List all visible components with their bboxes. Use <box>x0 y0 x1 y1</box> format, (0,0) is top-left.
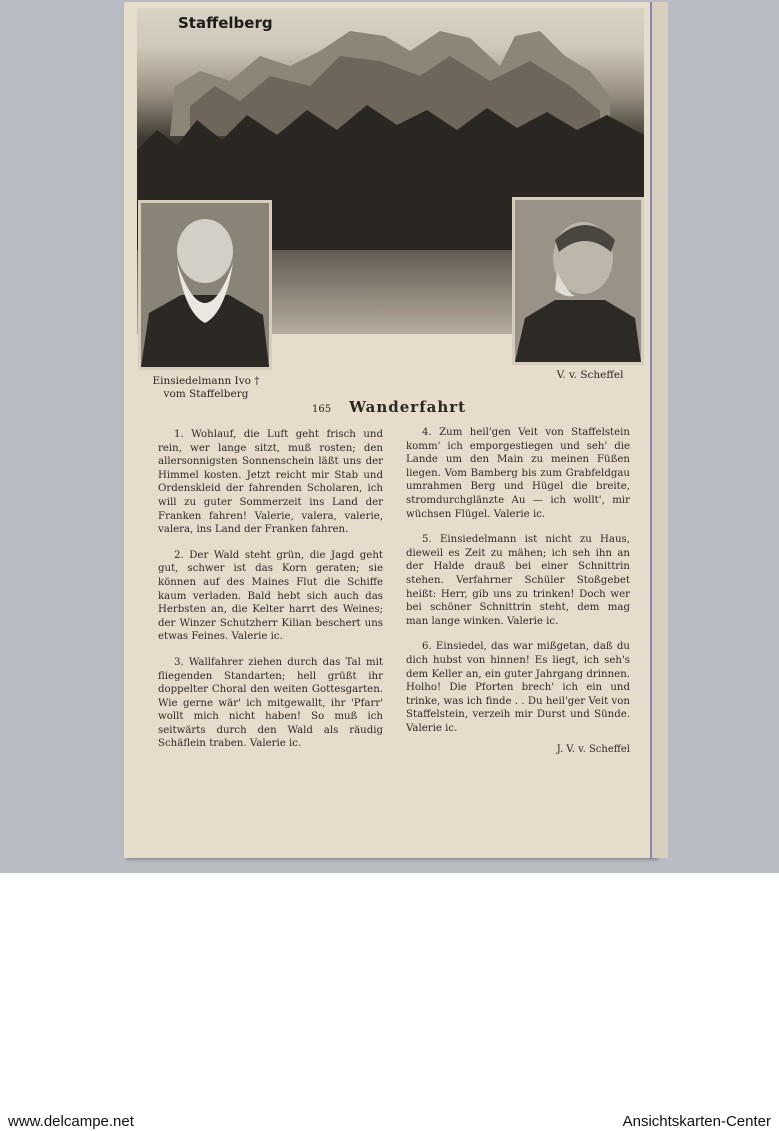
song-number: 165 <box>312 404 332 415</box>
song-title: Wanderfahrt <box>349 398 467 416</box>
caption-scheffel: V. v. Scheffel <box>556 369 624 381</box>
footer-site: www.delcampe.net <box>8 1113 134 1130</box>
card-title: Staffelberg <box>178 14 273 32</box>
stanza-3: 3. Wallfahrer ziehen durch das Tal mit fliegenden Standarten; hell grüßt ihr doppelter Choral den weiten Gottesgarten. Wie gerne wär' ich mitgewallt, ihr 'Pfarr' wollt mich nicht haben! So muß ich seitwärts durch den Wald als räudig Schäflein traben. Valerie ic. <box>158 656 383 750</box>
portrait-scheffel <box>512 197 644 365</box>
portrait-hermit-ivo <box>138 200 272 370</box>
stanza-1: 1. Wohlauf, die Luft geht frisch und rein, wer lange sitzt, muß rosten; den allersonnigsten Sonnenschein läßt uns der Himmel kosten. Jetzt reicht mir Stab und Ordenskleid der fahrenden Scholaren, ich will zu guter Sommerzeit ins Land der Franken fahren! Valerie, valera, valerie, valera, ins Land der Franken fahren. <box>158 429 383 536</box>
stanza-5: 5. Einsiedelmann ist nicht zu Haus, dieweil es Zeit zu mähen; ich seh ihn an der Halde drauß bei einer Schnittrin stehen. Verfahrner Schüler Stoßgebet heißt: Herr, gib uns zu trinken! Doch wer bei schöner Schnittrin steht, dem mag man lange winken. Valerie ic. <box>406 534 630 627</box>
stanza-4: 4. Zum heil'gen Veit von Staffelstein komm' ich emporgestiegen und seh' die Lande um den Main zu meinen Füßen liegen. Vom Bamberg bis zum Grabfeldgau umrahmen Berg und Hügel die breite, stromdurchglänzte Au — ich wollt', mir wüchsen Flügel. Valerie ic. <box>406 427 630 520</box>
stanza-6: 6. Einsiedel, das war mißgetan, daß du dich hubst von hinnen! Es liegt, ich seh's dem Keller an, ein guter Jahrgang drinnen. Holho! Die Pforten brech' ich ein und trinke, was ich finde . . Du heil'ger Veit von Staffelstein, verzeih mir Durst und Sünde. Valerie ic. <box>406 641 630 734</box>
song-heading <box>312 398 542 416</box>
postcard-edge <box>650 2 668 858</box>
text-column-left <box>158 428 383 763</box>
footer-seller: Ansichtskarten-Center <box>622 1113 771 1130</box>
text-column-right <box>406 426 630 757</box>
signature: J. V. v. Scheffel <box>556 744 630 756</box>
stanza-2: 2. Der Wald steht grün, die Jagd geht gut, schwer ist das Korn geraten; sie können auf des Maines Flut die Schiffe kaum verladen. Bald hebt sich auch das Herbsten an, die Kelter harrt des Weines; der Winzer Schutzherr Kilian beschert uns etwas Feines. Valerie ic. <box>158 549 383 643</box>
caption-hermit: Einsiedelmann Ivo † vom Staffelberg <box>152 375 260 400</box>
